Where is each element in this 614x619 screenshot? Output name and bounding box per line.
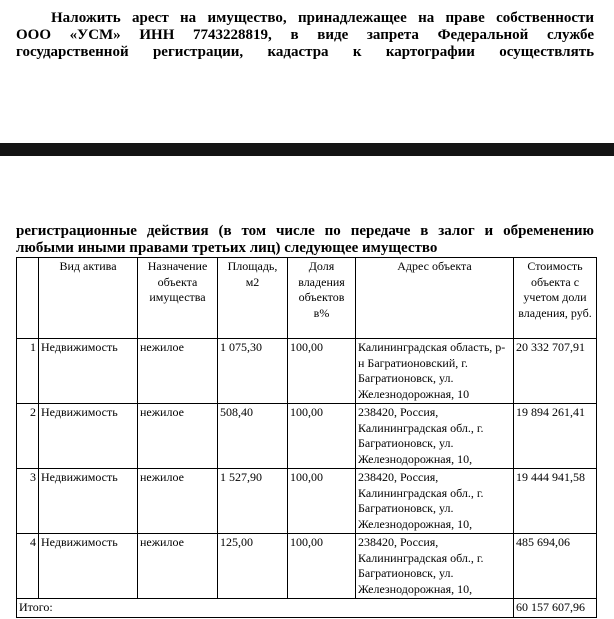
- row-type: Недвижимость: [39, 339, 138, 404]
- row-address: Калининградская область, р-н Багратионовский, г. Багратионовск, ул. Железнодорожная, 10: [356, 339, 514, 404]
- row-share: 100,00: [288, 534, 356, 599]
- row-purpose: нежилое: [138, 469, 218, 534]
- total-value: 60 157 607,96: [514, 599, 597, 618]
- assets-table: [16, 257, 597, 618]
- total-label: Итого:: [17, 599, 514, 618]
- row-type: Недвижимость: [39, 404, 138, 469]
- row-value: 485 694,06: [514, 534, 597, 599]
- row-area: 508,40: [218, 404, 288, 469]
- paragraph-line: государственной регистрации, кадастра к картографии осуществлять: [16, 44, 594, 60]
- row-address: 238420, Россия, Калининградская обл., г. Багратионовск, ул. Железнодорожная, 10,: [356, 404, 514, 469]
- row-area: 1 075,30: [218, 339, 288, 404]
- row-num: 3: [17, 469, 39, 534]
- header-area: Площадь, м2: [218, 258, 288, 339]
- header-value: Стоимость объекта с учетом доли владения, руб.: [514, 258, 597, 339]
- paragraph-line: ООО «УСМ» ИНН 7743228819, в виде запрета Федеральной службе: [16, 27, 594, 43]
- header-share: Доля владения объектов в%: [288, 258, 356, 339]
- row-area: 125,00: [218, 534, 288, 599]
- paragraph-line: регистрационные действия (в том числе по передаче в залог и обременению: [16, 223, 594, 239]
- table-header-row: [17, 258, 597, 339]
- row-purpose: нежилое: [138, 339, 218, 404]
- row-share: 100,00: [288, 469, 356, 534]
- order-paragraph-continued: [16, 223, 594, 257]
- header-num: [17, 258, 39, 339]
- redaction-bar: [0, 143, 614, 156]
- row-type: Недвижимость: [39, 469, 138, 534]
- order-paragraph-top: [16, 10, 594, 61]
- header-purpose: Назначение объекта имущества: [138, 258, 218, 339]
- table-row: [17, 534, 597, 599]
- row-value: 20 332 707,91: [514, 339, 597, 404]
- row-share: 100,00: [288, 339, 356, 404]
- row-num: 2: [17, 404, 39, 469]
- header-asset-type: Вид актива: [39, 258, 138, 339]
- row-share: 100,00: [288, 404, 356, 469]
- row-purpose: нежилое: [138, 534, 218, 599]
- paragraph-line: любыми иными правами третьих лиц) следующее имущество: [16, 240, 438, 256]
- header-address: Адрес объекта: [356, 258, 514, 339]
- table-row: [17, 404, 597, 469]
- row-value: 19 894 261,41: [514, 404, 597, 469]
- table-total-row: [17, 599, 597, 618]
- table-row: [17, 469, 597, 534]
- row-num: 4: [17, 534, 39, 599]
- row-value: 19 444 941,58: [514, 469, 597, 534]
- row-purpose: нежилое: [138, 404, 218, 469]
- row-num: 1: [17, 339, 39, 404]
- paragraph-line: Наложить арест на имущество, принадлежащее на праве собственности: [51, 10, 594, 26]
- row-area: 1 527,90: [218, 469, 288, 534]
- row-address: 238420, Россия, Калининградская обл., г. Багратионовск, ул. Железнодорожная, 10,: [356, 469, 514, 534]
- row-address: 238420, Россия, Калининградская обл., г. Багратионовск, ул. Железнодорожная, 10,: [356, 534, 514, 599]
- row-type: Недвижимость: [39, 534, 138, 599]
- table-row: [17, 339, 597, 404]
